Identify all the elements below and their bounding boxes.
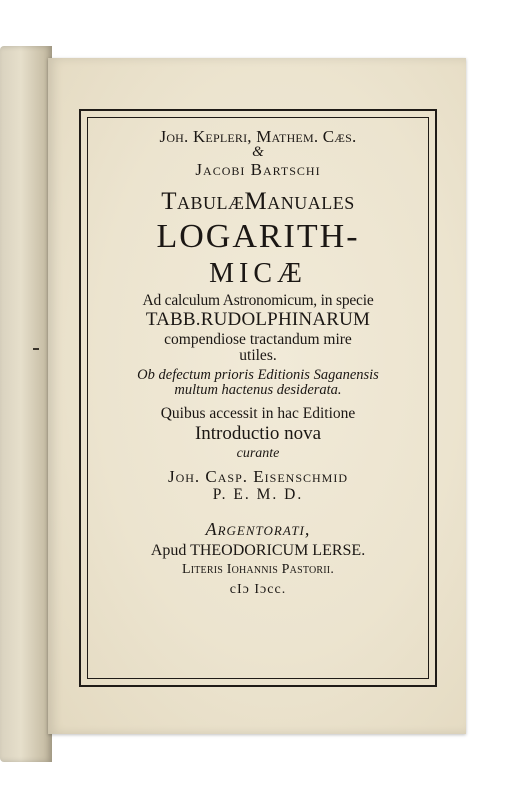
- ampersand: &: [252, 143, 264, 160]
- note-line-1: Ob defectum prioris Editionis Saganensis: [137, 367, 379, 384]
- book-spine-edge: [0, 46, 52, 762]
- page-border-inner: [87, 117, 429, 679]
- purpose-line-3: compendiose tractandum mire: [164, 330, 352, 348]
- addition-line-1: Quibus accessit in hac Editione: [160, 404, 356, 422]
- purpose-line-4: utiles.: [239, 346, 277, 364]
- purpose-line-1: Ad calculum Astronomicum, in specie: [142, 291, 374, 309]
- title-line-3: MICÆ: [209, 258, 307, 290]
- curante-label: curante: [236, 445, 280, 461]
- note-line-2: multum hactenus desiderata.: [174, 382, 342, 399]
- purpose-line-2: TABB.RUDOLPHINARUM: [145, 308, 371, 330]
- title-page-text: [88, 126, 428, 598]
- page-border-outer: [79, 109, 437, 687]
- editor-title: P. E. M. D.: [212, 486, 304, 504]
- editor-name: Joh. Casp. Eisenschmid: [167, 466, 349, 486]
- imprint-publisher: Apud THEODORICUM LERSE.: [150, 541, 366, 559]
- coauthor-line: Jacobi Bartschi: [195, 160, 321, 180]
- imprint-year: cIɔ Iɔcc.: [229, 582, 287, 598]
- imprint-printer: Literis Iohannis Pastorii.: [181, 562, 335, 578]
- title-line-1: TabulæManuales: [161, 188, 355, 216]
- edge-mark: [33, 348, 39, 350]
- addition-line-2: Introductio nova: [194, 422, 322, 444]
- author-line: Joh. Kepleri, Mathem. Cæs.: [159, 127, 357, 146]
- title-page: [48, 58, 466, 734]
- imprint-place: Argentorati,: [205, 518, 311, 539]
- title-line-2: LOGARITH-: [156, 218, 360, 256]
